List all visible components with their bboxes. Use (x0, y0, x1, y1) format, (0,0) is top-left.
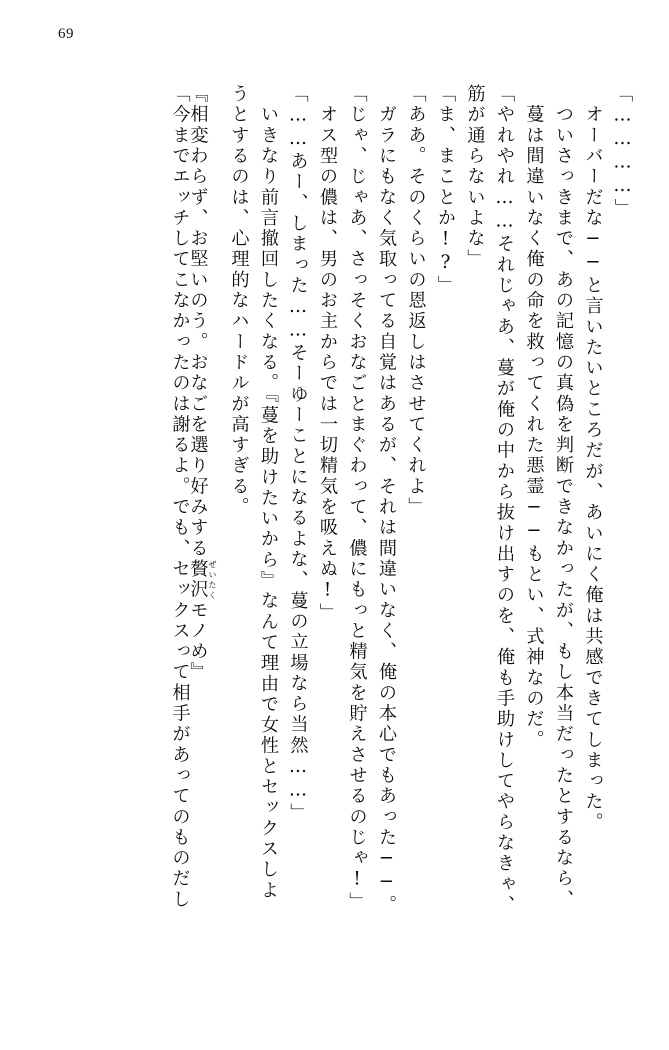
text-line: ガラにもなく気取ってる自覚はあるが、それは間違いなく、俺の本心でもあった──。 (376, 84, 397, 916)
text-line: 「……あー、しまった……そーゆーことになるよな、蔓の立場なら当然……」 (287, 84, 309, 824)
text-line: 「…………」 (612, 84, 633, 220)
text-line: ついさっきまで、あの記憶の真偽を判断できなかったが、もし本当だったとするなら、 (553, 84, 574, 910)
text-line: 「やれやれ……それじゃあ、蔓が俺の中から抜け出すのを、俺も手助けしてやらなきゃ、 (494, 84, 515, 916)
text-line: 「今までエッチしてこなかったのは謝るよ。でも、セックスって相手があってのものだし (169, 84, 191, 910)
text-line: 蔓は間違いなく俺の命を救ってくれた悪霊──もとい、式神なのだ。 (523, 84, 545, 751)
vertical-text-body (36, 84, 631, 1014)
text-line: 「ま、まことか!?」 (435, 84, 456, 297)
ruby-annotation: 贅沢 ぜいたく (187, 558, 218, 601)
text-line: うとするのは、心理的なハードルが高すぎる。 (228, 84, 250, 518)
text-line: 「ああ。そのくらいの恩返しはさせてくれよ」 (405, 84, 427, 518)
text-line: 筋が通らないよな」 (464, 84, 486, 270)
text-line: いきなり前言撤回したくなる。『蔓を助けたいから』なんて理由で女性とセックスしよ (258, 84, 279, 901)
text-line: オーバーだな──と言いたいところだが、あいにく俺は共感できてしまった。 (582, 84, 604, 833)
page-number: 69 (58, 26, 74, 42)
text-line-with-ruby: 『相変わらず、お堅いのう。おなごを選り好みする贅沢 ぜいたくモノめ』 (187, 84, 218, 683)
text-line: オス型の儂は、男のお主からでは一切精気を吸えぬ!」 (317, 84, 338, 624)
text-line: 「じゃ、じゃあ、さっそくおなごとまぐわって、儂にもっと精気を貯えさせるのじゃ!」 (346, 84, 368, 913)
